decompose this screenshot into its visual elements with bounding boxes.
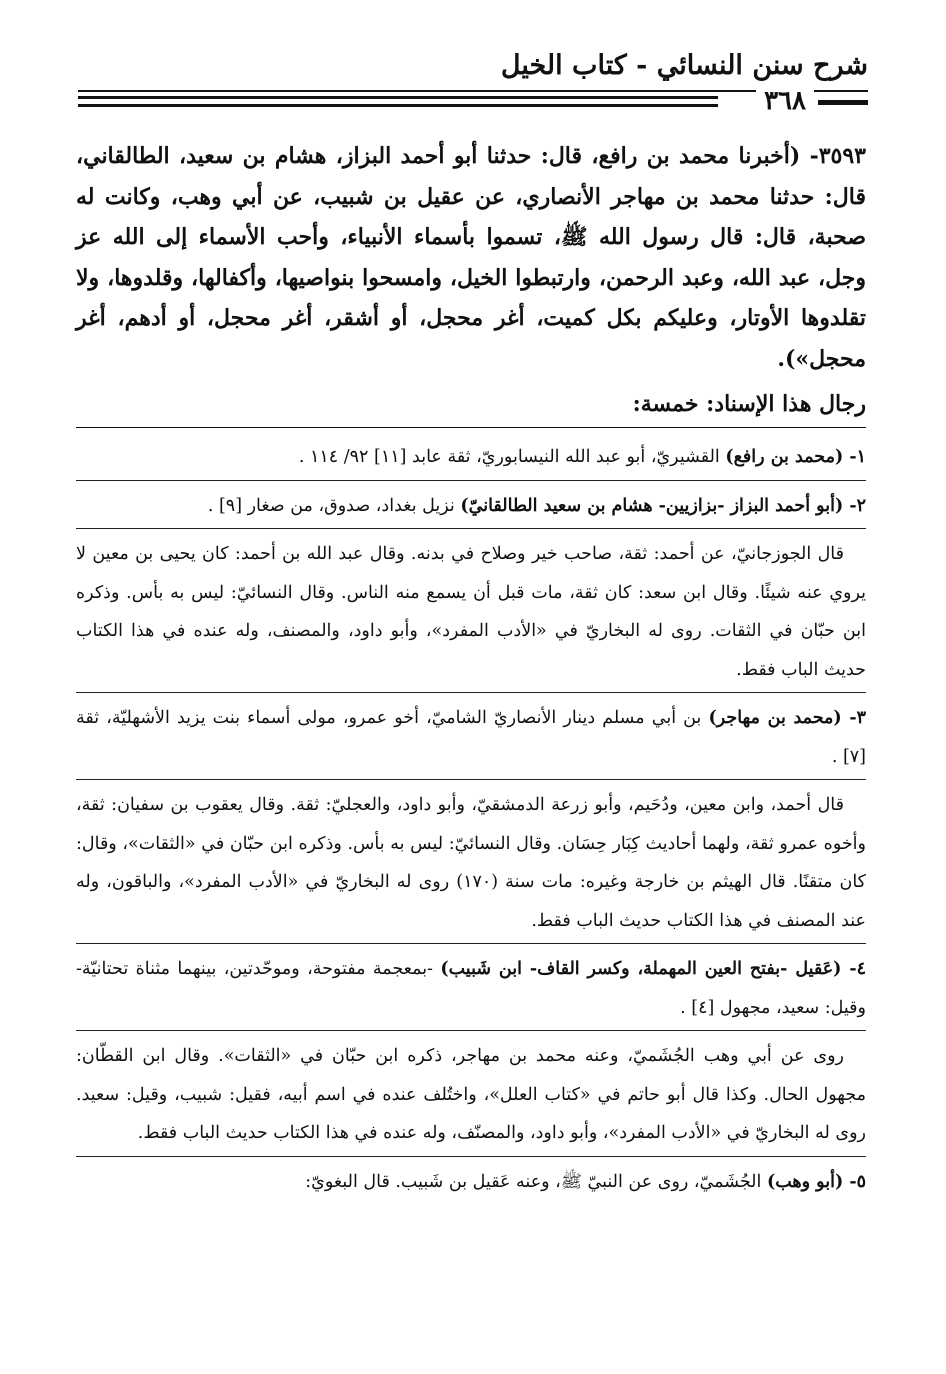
section-rule	[76, 427, 866, 428]
narrator-name: ٣- (محمد بن مهاجر)	[708, 708, 866, 728]
page-number: ٣٦٨	[756, 86, 814, 116]
entry-divider	[76, 528, 866, 529]
page-number-rule-left-top	[78, 96, 718, 99]
narrator-name: ٥- (أبو وهب)	[766, 1171, 866, 1192]
narrator-details: -بمعجمة مفتوحة، وموحّدتين، بينهما مثناة تحتانيّة- وقيل: سعيد، مجهول [٤] .	[76, 959, 866, 1018]
narrator-entry-2	[76, 487, 866, 526]
hadith-text: ٣٥٩٣- (أخبرنا محمد بن رافع، قال: حدثنا أبو أحمد البزاز، هشام بن سعيد، الطالقاني، قال: حدثنا محمد بن مهاجر الأنصاري، عن عقيل بن شبيب، عن أبي وهب، وكانت له صحبة، قال: قال رسول الله ﷺ، تسموا بأسماء الأنبياء، وأحب الأسماء إلى الله عز وجل، عبد الله، وعبد الرحمن، وارتبطوا الخيل، وامسحوا بنواصيها، وأكفالها، وقلدوها، ولا تقلدوها الأوتار، وعليكم بكل كميت، أغر محجل، أو أشقر، أغر محجل، أو أدهم، أغر محجل»).	[76, 143, 867, 372]
narrator-details: بن أبي مسلم دينار الأنصاريّ الشاميّ، أخو عمرو، مولى أسماء بنت يزيد الأشهليّة، ثقة [٧] .	[76, 708, 866, 767]
entry-divider	[76, 1030, 866, 1031]
narrator-entry-5	[76, 1163, 866, 1202]
narrator-entry-4	[76, 950, 866, 1027]
narrator-name: ٤- (عَقيل -بفتح العين المهملة، وكسر القاف- ابن شَبيب)	[440, 959, 866, 979]
narrator-details: نزيل بغداد، صدوق، من صغار [٩] .	[207, 495, 461, 516]
narrator-commentary: قال أحمد، وابن معين، ودُحَيم، وأبو زرعة الدمشقيّ، وأبو داود، والعجليّ: ثقة. وقال يعقوب بن سفيان: ثقة، وأخوه عمرو ثقة، ولهما أحاديث كِبَار حِسَان. وقال النسائيّ: ليس به بأس. وذكره ابن حبّان في «الثقات»، وقال: كان متقنًا. قال الهيثم بن خارجة وغيره: مات سنة (١٧٠) روى له البخاريّ في «الأدب المفرد»، والباقون، وله عند المصنف في هذا الكتاب حديث الباب فقط.	[76, 795, 866, 931]
page-number-rule-right	[818, 100, 868, 105]
narrator-details: القشيريّ، أبو عبد الله النيسابوريّ، ثقة عابد [١١] ٩٢/ ١١٤ .	[298, 447, 726, 467]
body-text	[76, 136, 866, 1203]
narrator-name: ٢- (أبو أحمد البزاز -بزازيين- هشام بن سعيد الطالقانيّ)	[460, 495, 866, 516]
narrator-commentary: قال الجوزجانيّ، عن أحمد: ثقة، صاحب خير وصلاح في بدنه. وقال عبد الله بن أحمد: كان يحيى بن معين لا يروي عنه شيئًا. وقال ابن سعد: كان ثقة، مات قبل أن يسمع منه الناس. وقال النسائيّ: ليس به بأس. وذكره ابن حبّان في الثقات. روى له البخاريّ في «الأدب المفرد»، وأبو داود، والمصنف، وله عنده في هذا الكتاب حديث الباب فقط.	[76, 544, 866, 680]
narrator-entry-3	[76, 699, 866, 776]
entry-divider	[76, 779, 866, 780]
narrator-name: ١- (محمد بن رافع)	[725, 447, 866, 467]
entry-divider	[76, 480, 866, 481]
page-number-rule-left-bottom	[78, 104, 718, 107]
entry-divider	[76, 943, 866, 944]
narrator-entry-1	[76, 438, 866, 477]
section-heading: رجال هذا الإسناد: خمسة:	[632, 391, 866, 417]
page-number-row	[78, 86, 868, 124]
narrator-commentary: روى عن أبي وهب الجُشَميّ، وعنه محمد بن مهاجر، ذكره ابن حبّان في «الثقات». وقال ابن القطّان: مجهول الحال. وكذا قال أبو حاتم في «كتاب العلل»، واختُلف عنده في اسم أبيه، فقيل: شبيب، وقيل: سعيد. روى له البخاريّ في «الأدب المفرد»، وأبو داود، والمصنّف، وله عنده في هذا الكتاب حديث الباب فقط.	[76, 1046, 866, 1143]
entry-divider	[76, 692, 866, 693]
entry-divider	[76, 1156, 866, 1157]
header-title: شرح سنن النسائي - كتاب الخيل	[500, 50, 868, 81]
running-header	[78, 46, 868, 90]
narrator-details: الجُشَميّ، روى عن النبيّ ﷺ، وعنه عَقيل بن شَبيب. قال البغويّ:	[305, 1171, 767, 1192]
